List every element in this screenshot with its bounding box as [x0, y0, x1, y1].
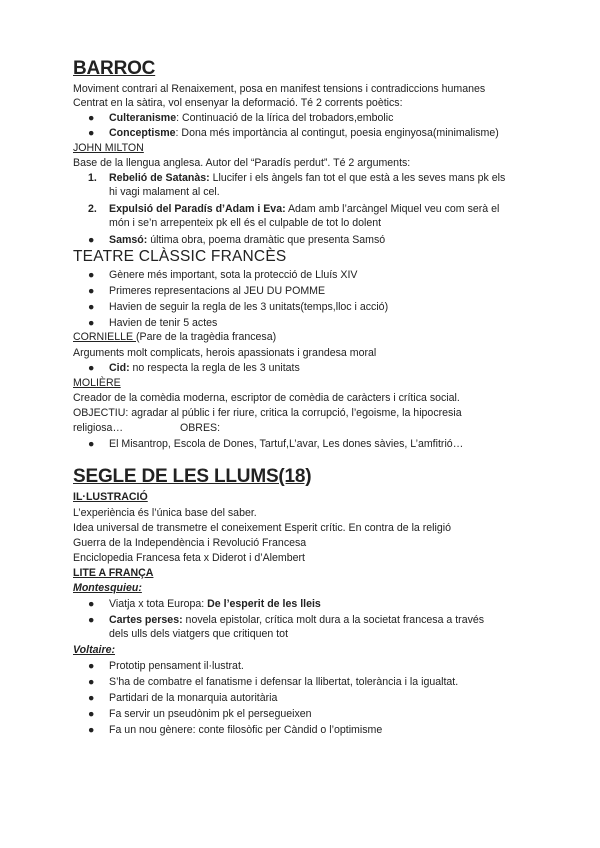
bullet-icon: ●	[88, 692, 95, 704]
bullet-icon: ●	[88, 438, 95, 450]
voltaire-item: Prototip pensament il·lustrat.	[109, 660, 244, 672]
corneille-heading: CORNIELLE (Pare de la tragèdia francesa)	[73, 331, 277, 343]
voltaire-item: Partidari de la monarquia autoritària	[109, 692, 278, 704]
subheading-john-milton: JOHN MILTON	[73, 142, 144, 154]
subheading-illustracio: IL·LUSTRACIÓ	[73, 491, 148, 503]
voltaire-item: Fa servir un pseudònim pk el persegueixen	[109, 708, 312, 720]
subheading-moliere: MOLIÈRE	[73, 377, 121, 389]
obres-label: OBRES:	[180, 422, 221, 434]
argument-2-line-2: món i se’n arrepenteix pk ell és el culpable de tot lo dolent	[109, 217, 382, 229]
list-item-conceptisme: Conceptisme: Dona més importància al contingut, poesia enginyosa(minimalisme)	[109, 127, 499, 139]
teatre-item: Havien de seguir la regla de les 3 unitats(temps,lloc i acció)	[109, 301, 389, 313]
objectiu-line-1: OBJECTIU: agradar al públic i fer riure, critica la corrupció, l’egoisme, la hipocresia	[73, 407, 462, 419]
bullet-icon: ●	[88, 614, 95, 626]
bullet-icon: ●	[88, 660, 95, 672]
teatre-item: Primeres representacions al JEU DU POMME	[109, 285, 326, 297]
argument-1-line-2: hi vagi malament al cel.	[109, 186, 220, 198]
bullet-icon: ●	[88, 317, 95, 329]
subheading-teatre-classic-frances: TEATRE CLÀSSIC FRANCÈS	[73, 248, 287, 265]
list-item-samso: Samsó: última obra, poema dramàtic que presenta Samsó	[109, 234, 386, 246]
montesquieu-item-1: Viatja x tota Europa: De l’esperit de les lleis	[109, 598, 321, 610]
bullet-icon: ●	[88, 676, 95, 688]
bullet-icon: ●	[88, 708, 95, 720]
section-title-barroc: BARROC	[73, 58, 156, 79]
moliere-text: Creador de la comèdia moderna, escriptor de comèdia de caràcters i crítica social.	[73, 392, 460, 404]
barroc-intro-line-2: Centrat en la sàtira, vol ensenyar la deformació. Té 2 corrents poètics:	[73, 97, 403, 109]
illustracio-line: L’experiència és l’única base del saber.	[73, 507, 257, 519]
montesquieu-item-2-line-1: Cartes perses: novela epistolar, crítica molt dura a la societat francesa a través	[109, 614, 485, 626]
list-item-cid: Cid: no respecta la regla de les 3 unitats	[109, 362, 300, 374]
bullet-icon: ●	[88, 301, 95, 313]
bullet-icon: ●	[88, 598, 95, 610]
argument-2-line-1: Expulsió del Paradís d’Adam i Eva: Adam amb l’arcàngel Miquel veu com serà el	[109, 203, 500, 215]
list-item-culteranisme: Culteranisme: Continuació de la lírica del trobadors,embolic	[109, 112, 394, 124]
milton-intro: Base de la llengua anglesa. Autor del “Paradís perdut”. Té 2 arguments:	[73, 157, 411, 169]
barroc-intro-line-1: Moviment contrari al Renaixement, posa en manifest tensions i contradiccions humanes	[73, 83, 486, 95]
list-number: 1.	[88, 172, 97, 184]
objectiu-line-2: religiosa…	[73, 422, 124, 434]
illustracio-line: Guerra de la Independència i Revolució Francesa	[73, 537, 307, 549]
bullet-icon: ●	[88, 362, 95, 374]
bullet-icon: ●	[88, 112, 95, 124]
montesquieu-item-2-line-2: dels ulls dels viatgers que critiquen tot	[109, 628, 289, 640]
voltaire-item: S’ha de combatre el fanatisme i defensar la llibertat, tolerància i la igualtat.	[109, 676, 459, 688]
bullet-icon: ●	[88, 285, 95, 297]
teatre-item: Havien de tenir 5 actes	[109, 317, 218, 329]
teatre-item: Gènere més important, sota la protecció de Lluís XIV	[109, 269, 358, 281]
subheading-voltaire: Voltaire:	[73, 644, 115, 656]
bullet-icon: ●	[88, 127, 95, 139]
argument-1-line-1: Rebelió de Satanàs: Llucifer i els àngels fan tot el que està a les seves mans pk els	[109, 172, 506, 184]
corneille-text: Arguments molt complicats, herois apassionats i grandesa moral	[73, 347, 377, 359]
section-title-segle-de-les-llums: SEGLE DE LES LLUMS(18)	[73, 466, 312, 487]
list-number: 2.	[88, 203, 97, 215]
subheading-montesquieu: Montesquieu:	[73, 582, 142, 594]
bullet-icon: ●	[88, 724, 95, 736]
illustracio-line: Idea universal de transmetre el coneixement Esperit crític. En contra de la religió	[73, 522, 452, 534]
obres-list: El Misantrop, Escola de Dones, Tartuf,L’avar, Les dones sàvies, L’amfitrió…	[109, 438, 464, 450]
subheading-lite-a-franca: LITE A FRANÇA	[73, 567, 154, 579]
bullet-icon: ●	[88, 269, 95, 281]
illustracio-line: Enciclopedia Francesa feta x Diderot i d’Alembert	[73, 552, 305, 564]
bullet-icon: ●	[88, 234, 95, 246]
voltaire-item: Fa un nou gènere: conte filosòfic per Càndid o l’optimisme	[109, 724, 383, 736]
